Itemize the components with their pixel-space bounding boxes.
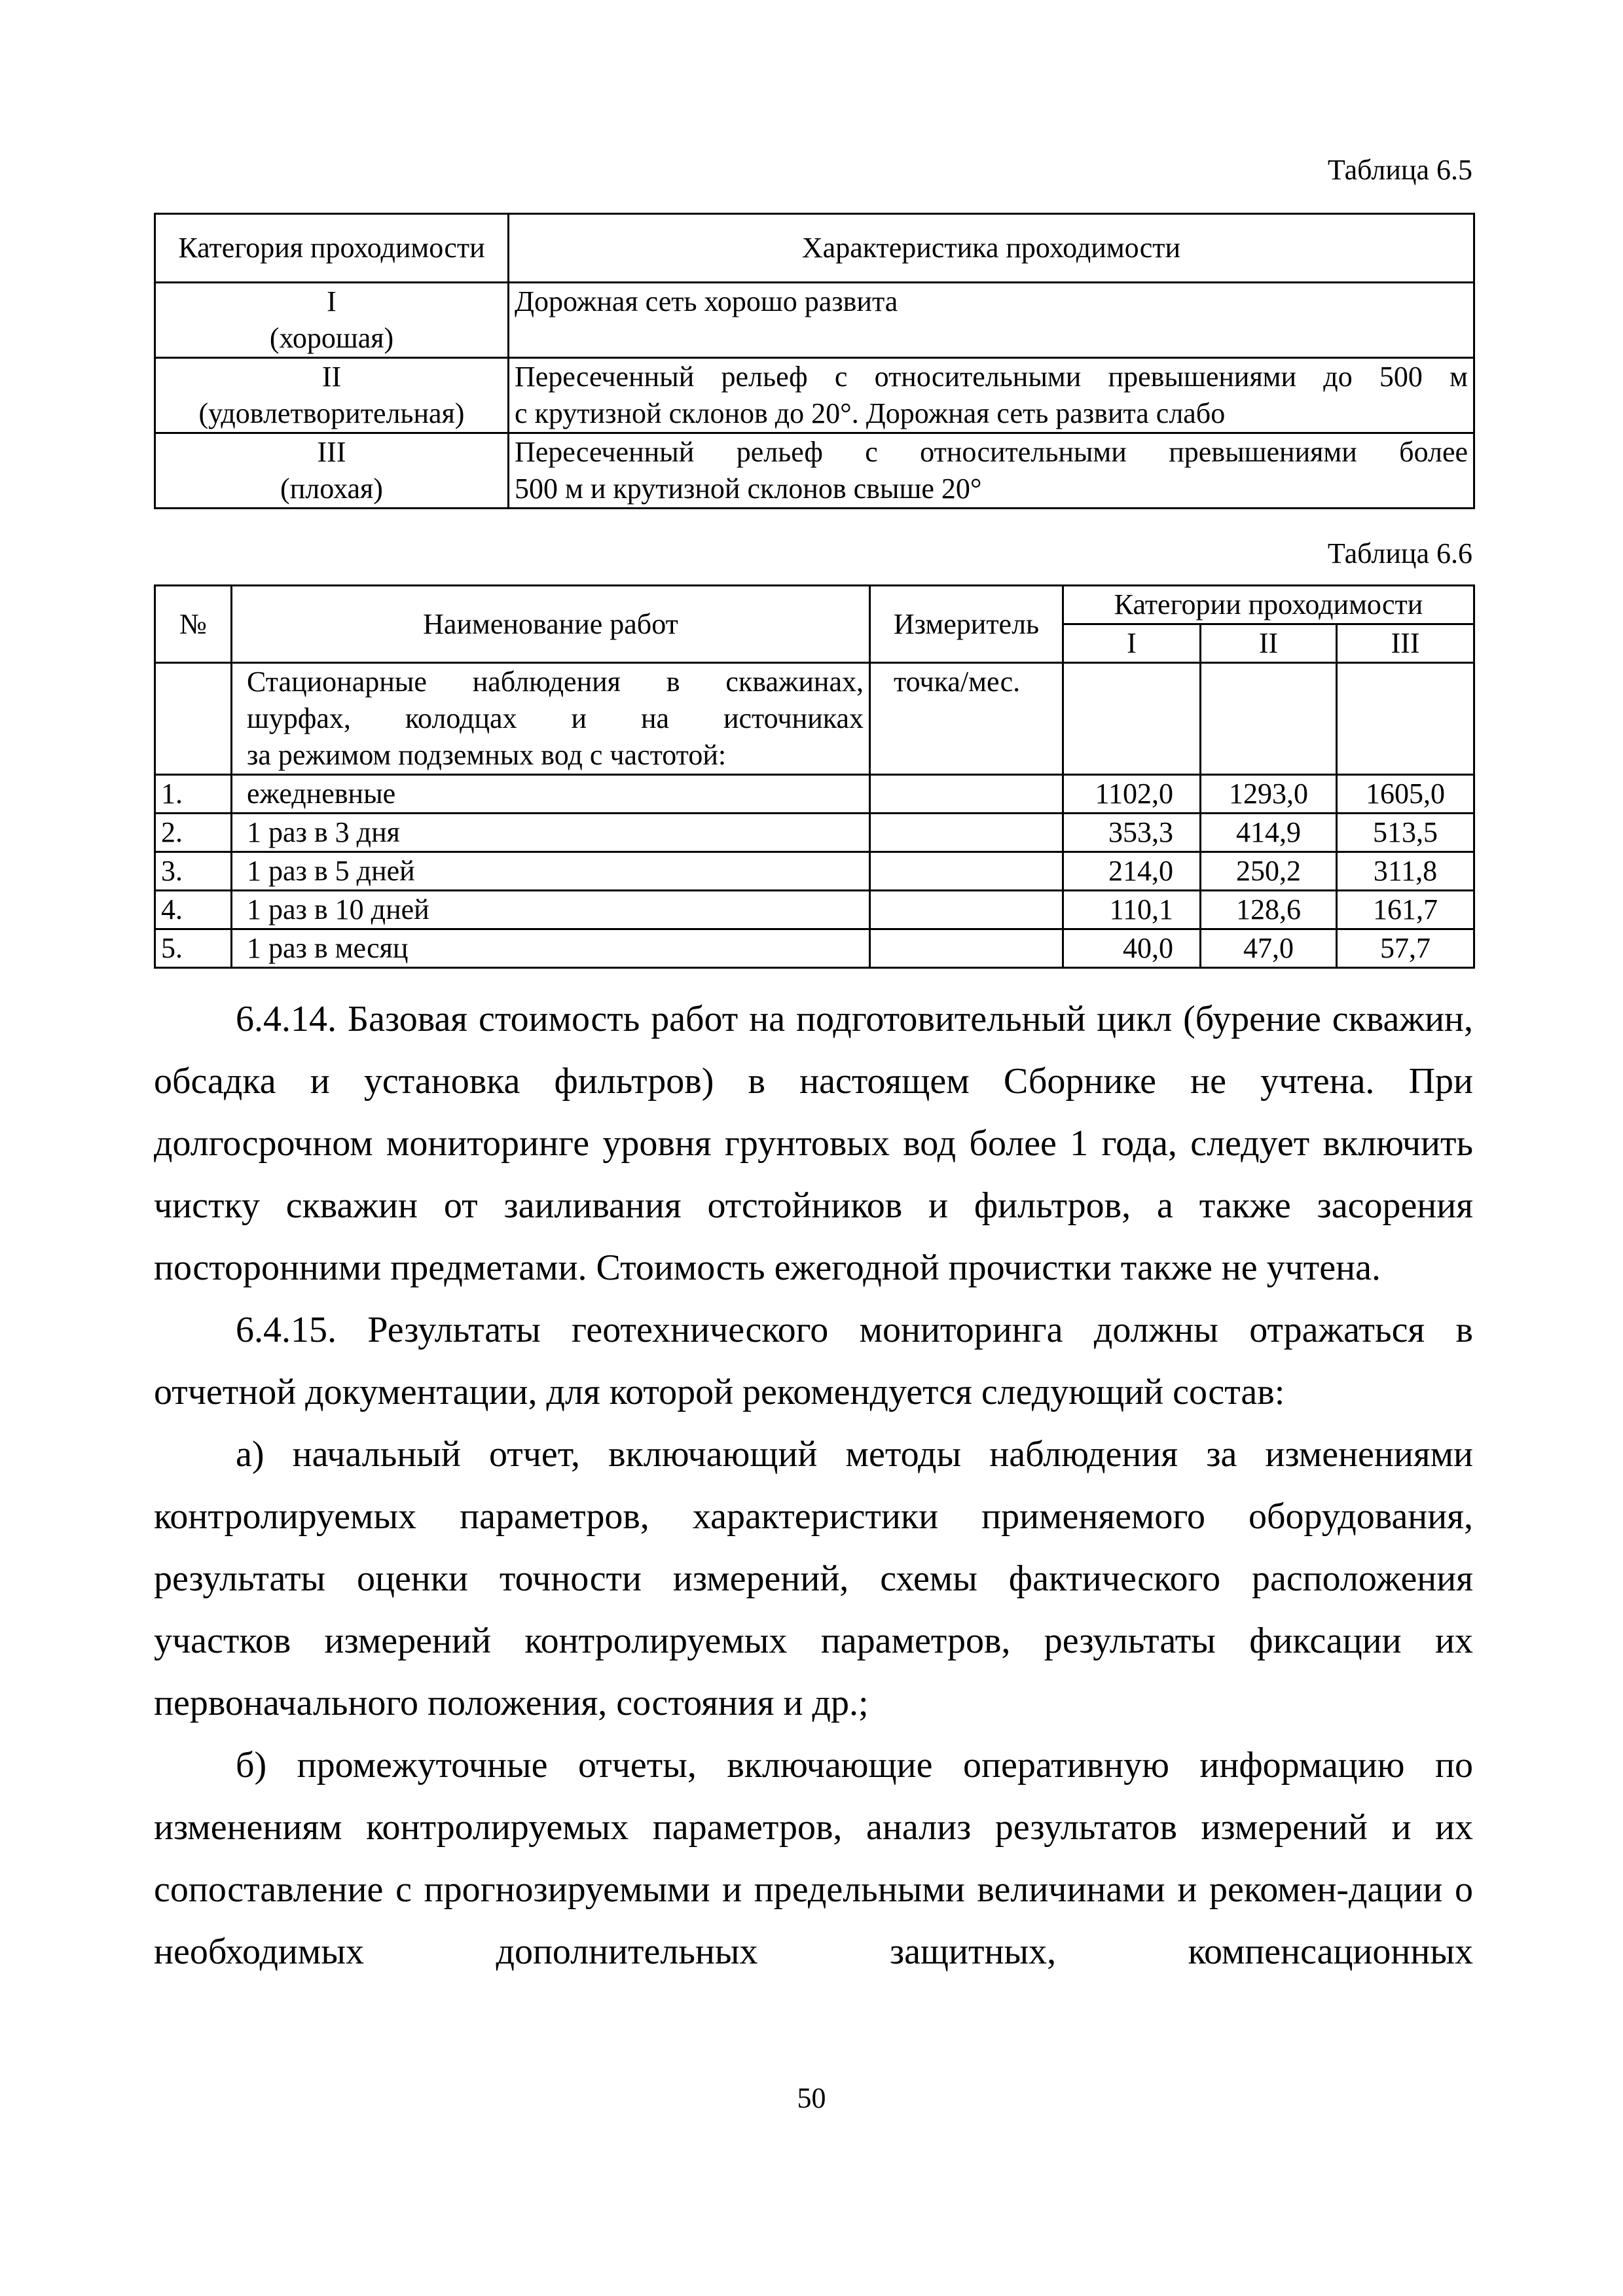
category-number: II [321, 361, 342, 393]
row-number: 3. [155, 852, 232, 891]
row-value-cat2: 414,9 [1201, 814, 1337, 852]
header-categories-group: Категории проходимости [1063, 586, 1474, 624]
row-value-cat1: 214,0 [1063, 852, 1201, 891]
table-6-5 [154, 213, 1475, 509]
header-category: Категория проходимости [155, 214, 509, 283]
empty-cell [1337, 663, 1474, 775]
group-unit-cell: точка/мес. [870, 663, 1063, 775]
group-name-cell [232, 663, 870, 775]
row-value-cat2: 250,2 [1201, 852, 1337, 891]
group-number-cell [155, 663, 232, 775]
row-number: 2. [155, 814, 232, 852]
row-number: 5. [155, 929, 232, 968]
table-group-row [155, 663, 1474, 775]
row-value-cat1: 40,0 [1063, 929, 1201, 968]
table-header-row [155, 586, 1474, 624]
paragraph-item-b: б) промежуточные отчеты, включающие оперативную информацию по изменениям контролируемых параметров, анализ результатов измерений и их сопоставление с прогнозируемыми и предельными величинами и рекомен-дации о необходимых дополнительных защитных, компенсационных [154, 1745, 1473, 1972]
page-number: 50 [797, 2082, 826, 2114]
description-line: с крутизной склонов до 20°. Дорожная сеть развита слабо [515, 397, 1226, 429]
row-value-cat2: 1293,0 [1201, 775, 1337, 814]
table-6-6 [154, 584, 1475, 969]
description-cell [509, 433, 1474, 509]
header-name: Наименование работ [232, 586, 870, 663]
category-number: I [327, 285, 337, 317]
table-row [155, 283, 1474, 358]
row-value-cat3: 513,5 [1337, 814, 1474, 852]
row-unit [870, 891, 1063, 929]
row-unit [870, 852, 1063, 891]
category-note: (удовлетворительная) [198, 397, 465, 429]
group-name-line: шурфах, колодцах и на источниках [247, 702, 864, 734]
body-text [154, 988, 1473, 1983]
table-header-row [155, 214, 1474, 283]
row-unit [870, 929, 1063, 968]
table-row [155, 775, 1474, 814]
paragraph-item-a: а) начальный отчет, включающий методы наблюдения за изменениями контролируемых параметров, характеристики применяемого оборудования, результаты оценки точности измерений, схемы фактического расположения участков измерений контролируемых параметров, результаты фиксации их первоначального положения, состояния и др.; [154, 1434, 1473, 1723]
row-value-cat3: 1605,0 [1337, 775, 1474, 814]
row-value-cat2: 128,6 [1201, 891, 1337, 929]
header-characteristic: Характеристика проходимости [509, 214, 1474, 283]
category-cell [155, 283, 509, 358]
category-cell [155, 358, 509, 433]
table-row [155, 358, 1474, 433]
row-unit [870, 775, 1063, 814]
category-number: III [317, 436, 346, 468]
table-row [155, 814, 1474, 852]
description-line: 500 м и крутизной склонов свыше 20° [515, 473, 982, 505]
paragraph-6-4-14: 6.4.14. Базовая стоимость работ на подготовительный цикл (бурение скважин, обсадка и установка фильтров) в настоящем Сборнике не учтена. При долгосрочном мониторинге уровня грунтовых вод более 1 года, следует включить чистку скважин от заиливания отстойников и фильтров, а также засорения посторонними предметами. Стоимость ежегодной прочистки также не учтена. [154, 999, 1473, 1288]
row-name: 1 раз в 3 дня [232, 814, 870, 852]
row-value-cat3: 161,7 [1337, 891, 1474, 929]
table-6-6-caption: Таблица 6.6 [1327, 537, 1472, 569]
category-note: (плохая) [280, 473, 383, 505]
group-name-line: за режимом подземных вод с частотой: [247, 739, 727, 771]
row-value-cat3: 311,8 [1337, 852, 1474, 891]
table-row [155, 852, 1474, 891]
description-cell [509, 358, 1474, 433]
row-value-cat1: 110,1 [1063, 891, 1201, 929]
empty-cell [1063, 663, 1201, 775]
category-cell [155, 433, 509, 509]
row-value-cat3: 57,7 [1337, 929, 1474, 968]
header-category-2: II [1201, 624, 1337, 663]
row-value-cat2: 47,0 [1201, 929, 1337, 968]
row-value-cat1: 1102,0 [1063, 775, 1201, 814]
table-row [155, 433, 1474, 509]
row-number: 1. [155, 775, 232, 814]
table-row [155, 891, 1474, 929]
description-cell: Дорожная сеть хорошо развита [509, 283, 1474, 358]
header-unit: Измеритель [870, 586, 1063, 663]
row-name: 1 раз в 5 дней [232, 852, 870, 891]
row-unit [870, 814, 1063, 852]
group-name-line: Стационарные наблюдения в скважинах, [247, 666, 864, 698]
header-number: № [155, 586, 232, 663]
row-value-cat1: 353,3 [1063, 814, 1201, 852]
paragraph-6-4-15: 6.4.15. Результаты геотехнического мониторинга должны отражаться в отчетной документации, для которой рекомендуется следующий состав: [154, 1310, 1473, 1412]
empty-cell [1201, 663, 1337, 775]
row-name: 1 раз в месяц [232, 929, 870, 968]
description-line: Пересеченный рельеф с относительными превышениями до 500 м [515, 361, 1468, 393]
table-row [155, 929, 1474, 968]
header-category-3: III [1337, 624, 1474, 663]
row-number: 4. [155, 891, 232, 929]
row-name: ежедневные [232, 775, 870, 814]
row-name: 1 раз в 10 дней [232, 891, 870, 929]
table-6-5-caption: Таблица 6.5 [1327, 154, 1472, 186]
category-note: (хорошая) [269, 322, 394, 354]
description-line: Пересеченный рельеф с относительными превышениями более [515, 436, 1468, 468]
header-category-1: I [1063, 624, 1201, 663]
